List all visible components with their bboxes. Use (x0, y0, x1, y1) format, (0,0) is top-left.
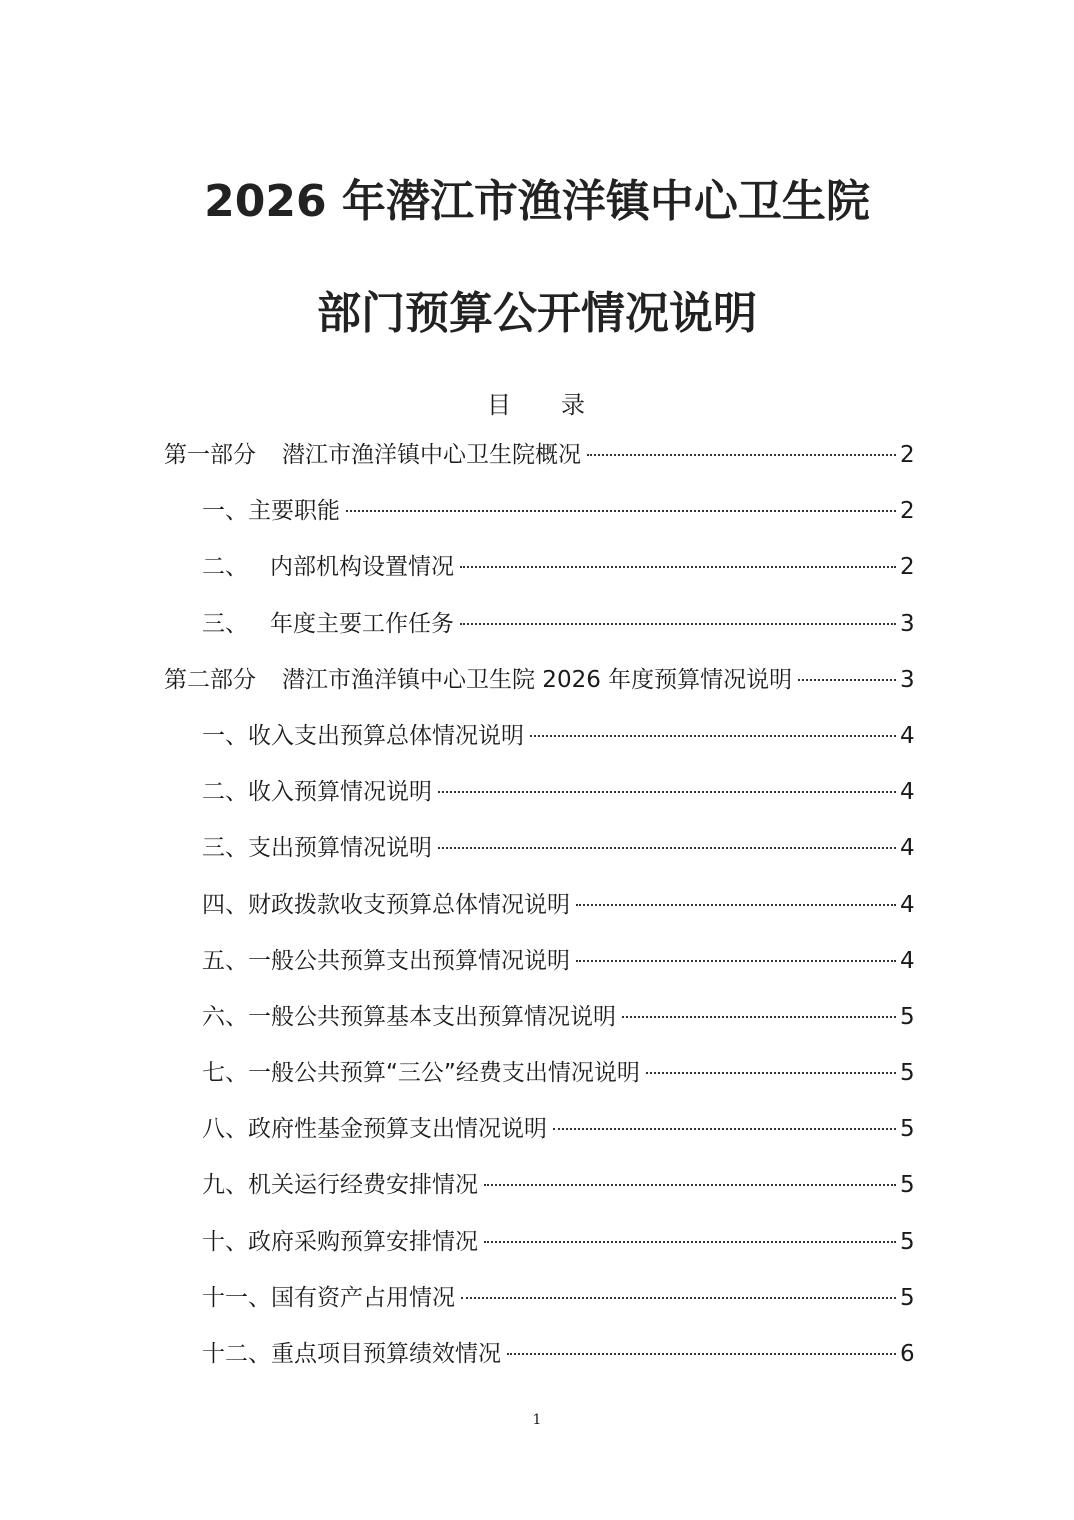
toc-entry-label: 重点项目预算绩效情况 (271, 1341, 501, 1367)
toc-dot-leader (507, 1353, 896, 1355)
toc-entry-label: 国有资产占用情况 (271, 1284, 455, 1311)
toc-dot-leader (460, 623, 896, 625)
toc-heading-char-1: 目 (487, 391, 513, 419)
toc-entry-label: 收入支出预算总体情况说明 (248, 722, 524, 749)
toc-entry-number: 十一、 (202, 1284, 271, 1311)
toc-entry-page-number: 6 (900, 1341, 915, 1367)
toc-entry-page-number: 5 (900, 1228, 915, 1255)
toc-entry[interactable] (164, 890, 914, 946)
toc-entry[interactable] (164, 1170, 914, 1226)
toc-entry-label: 潜江市渔洋镇中心卫生院 2026 年度预算情况说明 (282, 666, 793, 693)
toc-entry-page-number: 5 (900, 1003, 915, 1030)
table-of-contents (164, 440, 914, 1395)
document-title-line-1: 2026 年潜江市渔洋镇中心卫生院 (204, 176, 870, 227)
toc-entry-label: 一般公共预算“三公”经费支出情况说明 (248, 1060, 640, 1087)
toc-dot-leader (346, 510, 896, 512)
toc-entry-page-number: 2 (900, 554, 915, 581)
toc-entry[interactable] (164, 609, 914, 665)
toc-entry-label: 主要职能 (248, 498, 340, 525)
toc-dot-leader (461, 1297, 896, 1299)
toc-entry-number: 三、 (202, 835, 248, 862)
toc-entry[interactable] (164, 1114, 914, 1170)
toc-dot-leader (460, 566, 896, 568)
toc-entry[interactable] (164, 946, 914, 1002)
toc-entry-number: 九、 (202, 1172, 248, 1199)
toc-entry-label: 年度主要工作任务 (270, 610, 454, 637)
toc-entry-label: 机关运行经费安排情况 (248, 1172, 478, 1199)
toc-entry[interactable] (164, 665, 914, 721)
toc-entry-number: 六、 (202, 1003, 248, 1030)
toc-entry-page-number: 5 (900, 1284, 915, 1311)
toc-dot-leader (553, 1128, 896, 1130)
toc-entry[interactable] (164, 496, 914, 552)
toc-entry-label: 一般公共预算基本支出预算情况说明 (248, 1003, 616, 1030)
toc-entry[interactable] (164, 833, 914, 889)
toc-entry-page-number: 3 (900, 666, 915, 693)
toc-entry[interactable] (164, 440, 914, 496)
toc-entry-number: 十、 (202, 1228, 248, 1255)
toc-dot-leader (438, 847, 896, 849)
toc-entry-page-number: 5 (900, 1116, 915, 1143)
toc-entry-page-number: 4 (900, 891, 915, 918)
toc-entry-page-number: 4 (900, 835, 915, 862)
toc-entry-number: 第一部分 (164, 442, 256, 468)
toc-entry-label: 潜江市渔洋镇中心卫生院概况 (282, 442, 581, 468)
toc-entry-page-number: 4 (900, 947, 915, 974)
toc-entry-label: 支出预算情况说明 (248, 835, 432, 862)
toc-dot-leader (646, 1072, 896, 1074)
toc-dot-leader (530, 735, 896, 737)
toc-dot-leader (576, 904, 896, 906)
toc-heading-char-2: 录 (561, 391, 587, 419)
document-title-line-2: 部门预算公开情况说明 (317, 288, 757, 339)
toc-entry-page-number: 5 (900, 1060, 915, 1087)
toc-entry-number: 八、 (202, 1116, 248, 1143)
toc-entry-number: 第二部分 (164, 666, 256, 693)
toc-entry-page-number: 4 (900, 779, 915, 806)
toc-entry-number: 七、 (202, 1060, 248, 1087)
toc-entry[interactable] (164, 1283, 914, 1339)
toc-entry-number: 一、 (202, 498, 248, 525)
toc-dot-leader (438, 791, 896, 793)
toc-dot-leader (622, 1016, 896, 1018)
toc-entry-page-number: 2 (900, 442, 915, 468)
toc-dot-leader (798, 679, 896, 681)
toc-entry-label: 收入预算情况说明 (248, 779, 432, 806)
toc-entry-number: 一、 (202, 722, 248, 749)
toc-entry-label: 内部机构设置情况 (270, 554, 454, 581)
toc-dot-leader (484, 1241, 896, 1243)
toc-entry-label: 一般公共预算支出预算情况说明 (248, 947, 570, 974)
toc-entry[interactable] (164, 1058, 914, 1114)
toc-entry-number: 二、 (202, 779, 248, 806)
toc-entry-number: 五、 (202, 947, 248, 974)
toc-dot-leader (576, 960, 896, 962)
toc-dot-leader (484, 1184, 896, 1186)
toc-entry-page-number: 4 (900, 722, 915, 749)
toc-entry[interactable] (164, 721, 914, 777)
toc-entry[interactable] (164, 777, 914, 833)
toc-entry-label: 政府性基金预算支出情况说明 (248, 1116, 547, 1143)
toc-entry-label: 政府采购预算安排情况 (248, 1228, 478, 1255)
toc-entry[interactable] (164, 1339, 914, 1395)
toc-dot-leader (587, 454, 896, 456)
toc-heading (0, 393, 1074, 417)
toc-entry-page-number: 2 (900, 498, 915, 525)
toc-entry[interactable] (164, 1227, 914, 1283)
toc-entry-page-number: 3 (900, 610, 915, 637)
page-number: 1 (532, 1412, 542, 1428)
toc-entry[interactable] (164, 552, 914, 608)
toc-entry-label: 财政拨款收支预算总体情况说明 (248, 891, 570, 918)
toc-entry-number: 二、 (202, 554, 248, 581)
toc-entry-number: 三、 (202, 610, 248, 637)
toc-entry[interactable] (164, 1002, 914, 1058)
toc-entry-number: 四、 (202, 891, 248, 918)
toc-entry-page-number: 5 (900, 1172, 915, 1199)
toc-entry-number: 十二、 (202, 1341, 271, 1367)
